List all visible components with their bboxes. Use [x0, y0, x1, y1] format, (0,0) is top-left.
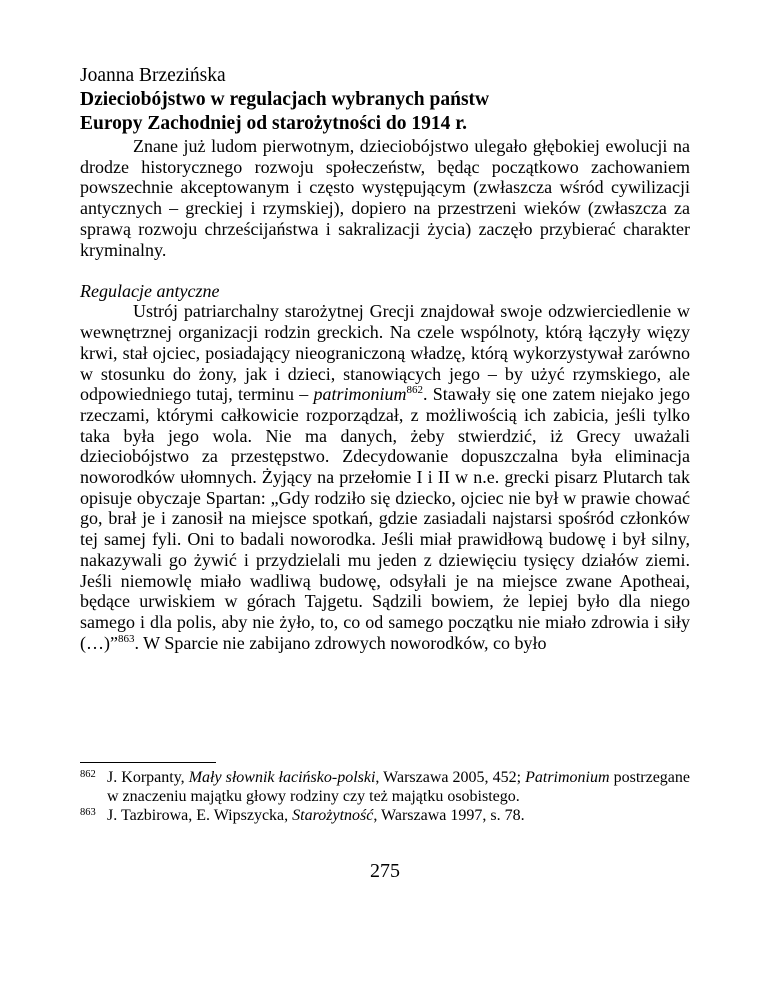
footnote-text: J. Korpanty,: [107, 769, 189, 786]
footnote-863: [80, 807, 690, 826]
section-paragraph: [80, 301, 690, 653]
footnote-divider: [80, 762, 216, 763]
author-name: Joanna Brzezińska: [80, 65, 226, 86]
footnotes: [80, 762, 690, 825]
footnote-italic: Starożytność: [292, 806, 374, 824]
footnote-ref-862: 862: [406, 384, 424, 397]
paragraph-text-2: . Stawały się one zatem niejako jego rzeczami, którymi całkowicie rozporządzał, z możliwością ich zabicia, jeśli tylko taka była jego wola. Nie ma danych, żeby stwierdzić, iż Grecy uważali dzieciobójstwo za przestępstwo. Zdecydowanie dopuszczalna była eliminacja noworodków ułomnych. Żyjący na przełomie I i II w n.e. grecki pisarz Plutarch tak opisuje obyczaje Spartan: „Gdy rodziło się dziecko, ojciec nie był w prawie chować go, brał je i zanosił na miejsce spotkań, gdzie zasiadali najstarsi spośród członków tej samej fyli. Oni to badali noworodka. Jeśli miał prawidłową budowę i był silny, nakazywali go żywić i przydzielali mu jeden z dziewięciu tysięcy działów ziemi. Jeśli niemowlę miało wadliwą budowę, odsyłali je na miejsce zwane Apotheai, będące urwiskiem w górach Tajgetu. Sądzili bowiem, że lepiej było dla niego samego i dla polis, aby nie żyło, to, co od samego początku nie miało zdrowia i siły (…)”: [80, 384, 690, 653]
footnote-text: , Warszawa 1997, s. 78.: [373, 806, 525, 824]
footnote-text: postrzegane w znaczeniu majątku głowy rodziny czy też majątku osobistego.: [107, 769, 690, 805]
document-page: [80, 64, 690, 984]
title-line-1: Dzieciobójstwo w regulacjach wybranych państw: [80, 89, 490, 110]
footnote-text: J. Tazbirowa, E. Wipszycka,: [107, 806, 293, 824]
footnote-ref-863: 863: [117, 632, 135, 645]
footnote-862: [80, 769, 690, 807]
section-heading: Regulacje antyczne: [80, 280, 220, 301]
title-line-2: Europy Zachodniej od starożytności do 1914 r.: [80, 113, 467, 134]
article-title: [80, 88, 690, 136]
footnote-italic: Mały słownik łacińsko-polski: [188, 769, 376, 786]
italic-term: patrimonium: [313, 384, 407, 405]
page-number: 275: [370, 860, 400, 882]
footnote-number: 862: [80, 769, 96, 780]
intro-paragraph: Znane już ludom pierwotnym, dzieciobójstwo ulegało głębokiej ewolucji na drodze historycznego rozwoju społeczeństw, będąc początkowo zachowaniem powszechnie akceptowanym i często występującym (zwłaszcza wśród cywilizacji antycznych – greckiej i rzymskiej), dopiero na przestrzeni wieków (zwłaszcza za sprawą rozwoju chrześcijaństwa i sakralizacji życia) zaczęło przybierać charakter kryminalny.: [80, 136, 690, 260]
paragraph-text-3: . W Sparcie nie zabijano zdrowych noworodków, co było: [134, 632, 547, 653]
footnote-number: 863: [80, 806, 96, 818]
paragraph-text-1: Ustrój patriarchalny starożytnej Grecji znajdował swoje odzwierciedlenie w wewnętrznej organizacji rodzin greckich. Na czele wspólnoty, którą łączyły więzy krwi, stał ojciec, posiadający nieograniczoną władzę, którą wykorzystywał zarówno w stosunku do żony, jak i dzieci, stanowiących jego – by użyć rzymskiego, ale odpowiedniego tutaj, terminu –: [80, 301, 690, 405]
body-text: [80, 136, 690, 653]
footnote-italic: Patrimonium: [525, 769, 610, 786]
footnote-text: , Warszawa 2005, 452;: [375, 769, 526, 786]
